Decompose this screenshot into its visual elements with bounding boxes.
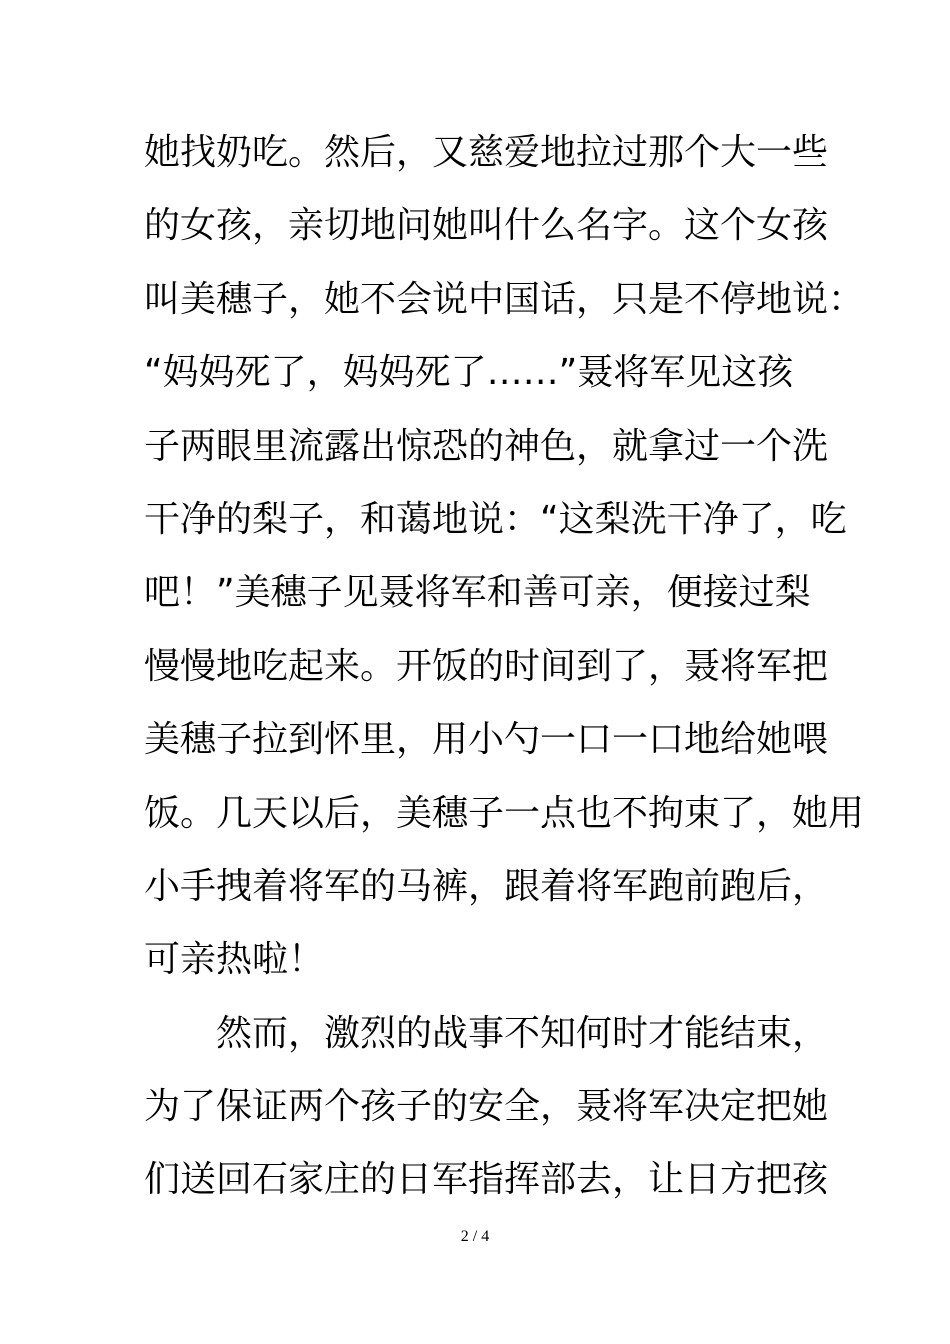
text-line: 叫美穗子，她不会说中国话，只是不停地说： xyxy=(144,278,865,320)
page-number: 2 / 4 xyxy=(460,1228,490,1245)
text-line: 饭。几天以后，美穗子一点也不拘束了，她用 xyxy=(144,792,865,834)
text-line: 的女孩，亲切地问她叫什么名字。这个女孩 xyxy=(144,205,829,247)
text-line: 干净的梨子，和蔼地说：“这梨洗干净了，吃 xyxy=(144,498,847,540)
text-line: 吧！”美穗子见聂将军和善可亲，便接过梨 xyxy=(144,572,811,614)
text-line: 们送回石家庄的日军指挥部去，让日方把孩 xyxy=(144,1159,829,1201)
text-line: 她找奶吃。然后，又慈爱地拉过那个大一些 xyxy=(144,132,829,173)
paragraph-first-line: 然而，激烈的战事不知何时才能结束， xyxy=(216,1012,829,1054)
text-line: 慢慢地吃起来。开饭的时间到了，聂将军把 xyxy=(144,645,829,687)
text-line: 可亲热啦！ xyxy=(144,939,325,981)
text-line: 子两眼里流露出惊恐的神色，就拿过一个洗 xyxy=(144,425,829,467)
body-text xyxy=(144,116,865,1217)
text-line: “妈妈死了，妈妈死了……”聂将军见这孩 xyxy=(144,352,794,394)
text-line: 小手拽着将军的马裤，跟着将军跑前跑后， xyxy=(144,865,829,907)
text-line: 美穗子拉到怀里，用小勺一口一口地给她喂 xyxy=(144,719,829,761)
text-line: 为了保证两个孩子的安全，聂将军决定把她 xyxy=(144,1086,829,1128)
